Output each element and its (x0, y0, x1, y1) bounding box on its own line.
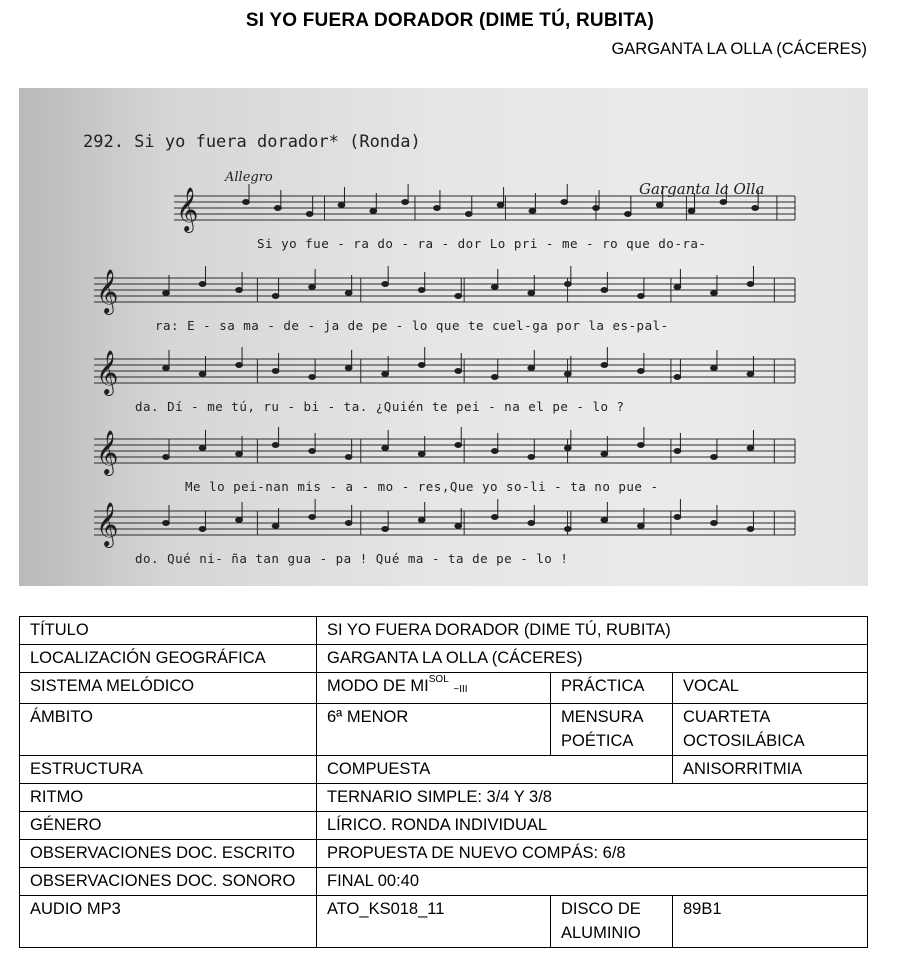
note-head (528, 455, 535, 460)
lyric-line-2: ra: E - sa ma - de - ja de pe - lo que te cuel-ga por la es-pal- (155, 318, 669, 333)
disco-label-line-1: DISCO DE (561, 900, 641, 918)
audio-value: ATO_KS018_11 (317, 896, 551, 948)
note-head (497, 203, 504, 208)
ritmo-label: RITMO (20, 784, 317, 812)
note-head (309, 449, 316, 454)
note-head (637, 524, 644, 529)
table-row (20, 704, 868, 756)
note-head (564, 527, 571, 532)
note-head (309, 285, 316, 290)
treble-clef-icon: 𝄞 (96, 350, 119, 394)
table-row (20, 812, 868, 840)
note-head (382, 527, 389, 532)
sistema-sup: SOL (428, 673, 449, 685)
note-head (418, 518, 425, 523)
mensura-value-line-1: CUARTETA (683, 708, 771, 726)
note-head (243, 200, 250, 205)
note-head (455, 524, 462, 529)
disco-label-line-2: ALUMINIO (561, 924, 641, 942)
localizacion-label: LOCALIZACIÓN GEOGRÁFICA (20, 645, 317, 673)
table-row (20, 756, 868, 784)
note-head (338, 203, 345, 208)
audio-label: AUDIO MP3 (20, 896, 317, 948)
mensura-label-line-1: MENSURA (561, 708, 644, 726)
note-head (637, 369, 644, 374)
note-head (370, 209, 377, 214)
note-head (418, 363, 425, 368)
titulo-label: TÍTULO (20, 617, 317, 645)
note-head (529, 209, 536, 214)
note-head (601, 288, 608, 293)
estructura-value: COMPUESTA (317, 756, 673, 784)
note-head (163, 455, 170, 460)
page-title: SI YO FUERA DORADOR (DIME TÚ, RUBITA) (245, 10, 655, 31)
note-head (601, 363, 608, 368)
note-head (199, 372, 206, 377)
note-head (711, 521, 718, 526)
note-head (747, 282, 754, 287)
note-head (564, 372, 571, 377)
note-head (345, 366, 352, 371)
note-head (345, 521, 352, 526)
note-head (434, 206, 441, 211)
music-staves (19, 88, 868, 586)
note-head (382, 372, 389, 377)
table-row (20, 840, 868, 868)
score-place: Garganta la Olla (639, 180, 765, 198)
note-head (199, 282, 206, 287)
practica-value: VOCAL (673, 673, 868, 704)
table-row (20, 784, 868, 812)
note-head (491, 515, 498, 520)
sistema-label: SISTEMA MELÓDICO (20, 673, 317, 704)
note-head (309, 515, 316, 520)
ambito-label: ÁMBITO (20, 704, 317, 756)
note-head (382, 282, 389, 287)
note-head (674, 515, 681, 520)
mensura-value (673, 704, 868, 756)
note-head (747, 527, 754, 532)
note-head (601, 518, 608, 523)
table-row (20, 617, 868, 645)
treble-clef-icon: 𝄞 (176, 187, 199, 231)
note-head (306, 212, 313, 217)
note-head (564, 446, 571, 451)
disco-value: 89B1 (673, 896, 868, 948)
note-head (624, 212, 631, 217)
note-head (711, 291, 718, 296)
metadata-table (19, 616, 868, 948)
note-head (752, 206, 759, 211)
note-head (465, 212, 472, 217)
note-head (272, 443, 279, 448)
lyric-line-4: Me lo pei-nan mis - a - mo - res,Que yo so-li - ta no pue - (185, 479, 659, 494)
note-head (747, 372, 754, 377)
note-head (455, 369, 462, 374)
treble-clef-icon: 𝄞 (96, 430, 119, 474)
note-head (455, 443, 462, 448)
table-row (20, 896, 868, 948)
sistema-value (317, 673, 551, 704)
sistema-sub: ~III (453, 684, 468, 695)
note-head (491, 285, 498, 290)
note-head (674, 285, 681, 290)
note-head (236, 288, 243, 293)
note-head (199, 446, 206, 451)
genero-value: LÍRICO. RONDA INDIVIDUAL (317, 812, 868, 840)
score-heading: 292. Si yo fuera dorador* (Ronda) (83, 132, 421, 152)
treble-clef-icon: 𝄞 (96, 269, 119, 313)
page-subtitle-location: GARGANTA LA OLLA (CÁCERES) (611, 40, 867, 58)
practica-label: PRÁCTICA (551, 673, 673, 704)
note-head (345, 291, 352, 296)
note-head (418, 288, 425, 293)
note-head (528, 521, 535, 526)
note-head (601, 452, 608, 457)
note-head (593, 206, 600, 211)
lyric-line-1: Si yo fue - ra do - ra - dor Lo pri - me - ro que do-ra- (257, 236, 707, 251)
note-head (418, 452, 425, 457)
titulo-value: SI YO FUERA DORADOR (DIME TÚ, RUBITA) (317, 617, 868, 645)
note-head (272, 369, 279, 374)
obs-sonoro-label: OBSERVACIONES DOC. SONORO (20, 868, 317, 896)
note-head (402, 200, 409, 205)
disco-label (551, 896, 673, 948)
note-head (272, 294, 279, 299)
sistema-value-text: MODO DE MI (327, 677, 429, 695)
lyric-line-3: da. Dí - me tú, ru - bi - ta. ¿Quién te pei - na el pe - lo ? (135, 399, 625, 414)
tempo-marking: Allegro (225, 170, 273, 185)
note-head (674, 449, 681, 454)
note-head (528, 291, 535, 296)
treble-clef-icon: 𝄞 (96, 502, 119, 546)
obs-escrito-value: PROPUESTA DE NUEVO COMPÁS: 6/8 (317, 840, 868, 868)
obs-sonoro-value: FINAL 00:40 (317, 868, 868, 896)
note-head (711, 366, 718, 371)
note-head (274, 206, 281, 211)
note-head (491, 449, 498, 454)
score-scan (19, 88, 868, 586)
note-head (163, 521, 170, 526)
note-head (382, 446, 389, 451)
table-row (20, 673, 868, 704)
note-head (163, 366, 170, 371)
note-head (199, 527, 206, 532)
note-head (637, 294, 644, 299)
note-head (455, 294, 462, 299)
note-head (564, 282, 571, 287)
note-head (674, 375, 681, 380)
genero-label: GÉNERO (20, 812, 317, 840)
note-head (561, 200, 568, 205)
ambito-value: 6ª MENOR (317, 704, 551, 756)
note-head (747, 446, 754, 451)
table-row (20, 868, 868, 896)
mensura-value-line-2: OCTOSILÁBICA (683, 732, 805, 750)
table-row (20, 645, 868, 673)
mensura-label-line-2: POÉTICA (561, 732, 634, 750)
note-head (236, 452, 243, 457)
note-head (656, 203, 663, 208)
note-head (236, 518, 243, 523)
note-head (720, 200, 727, 205)
note-head (309, 375, 316, 380)
obs-escrito-label: OBSERVACIONES DOC. ESCRITO (20, 840, 317, 868)
note-head (637, 443, 644, 448)
note-head (688, 209, 695, 214)
note-head (236, 363, 243, 368)
mensura-label (551, 704, 673, 756)
estructura-label: ESTRUCTURA (20, 756, 317, 784)
note-head (528, 366, 535, 371)
lyric-line-5: do. Qué ni- ña tan gua - pa ! Qué ma - ta de pe - lo ! (135, 551, 569, 566)
ritmo-value: TERNARIO SIMPLE: 3/4 Y 3/8 (317, 784, 868, 812)
note-head (491, 375, 498, 380)
note-head (272, 524, 279, 529)
estructura-extra: ANISORRITMIA (673, 756, 868, 784)
localizacion-value: GARGANTA LA OLLA (CÁCERES) (317, 645, 868, 673)
note-head (711, 455, 718, 460)
note-head (163, 291, 170, 296)
note-head (345, 455, 352, 460)
